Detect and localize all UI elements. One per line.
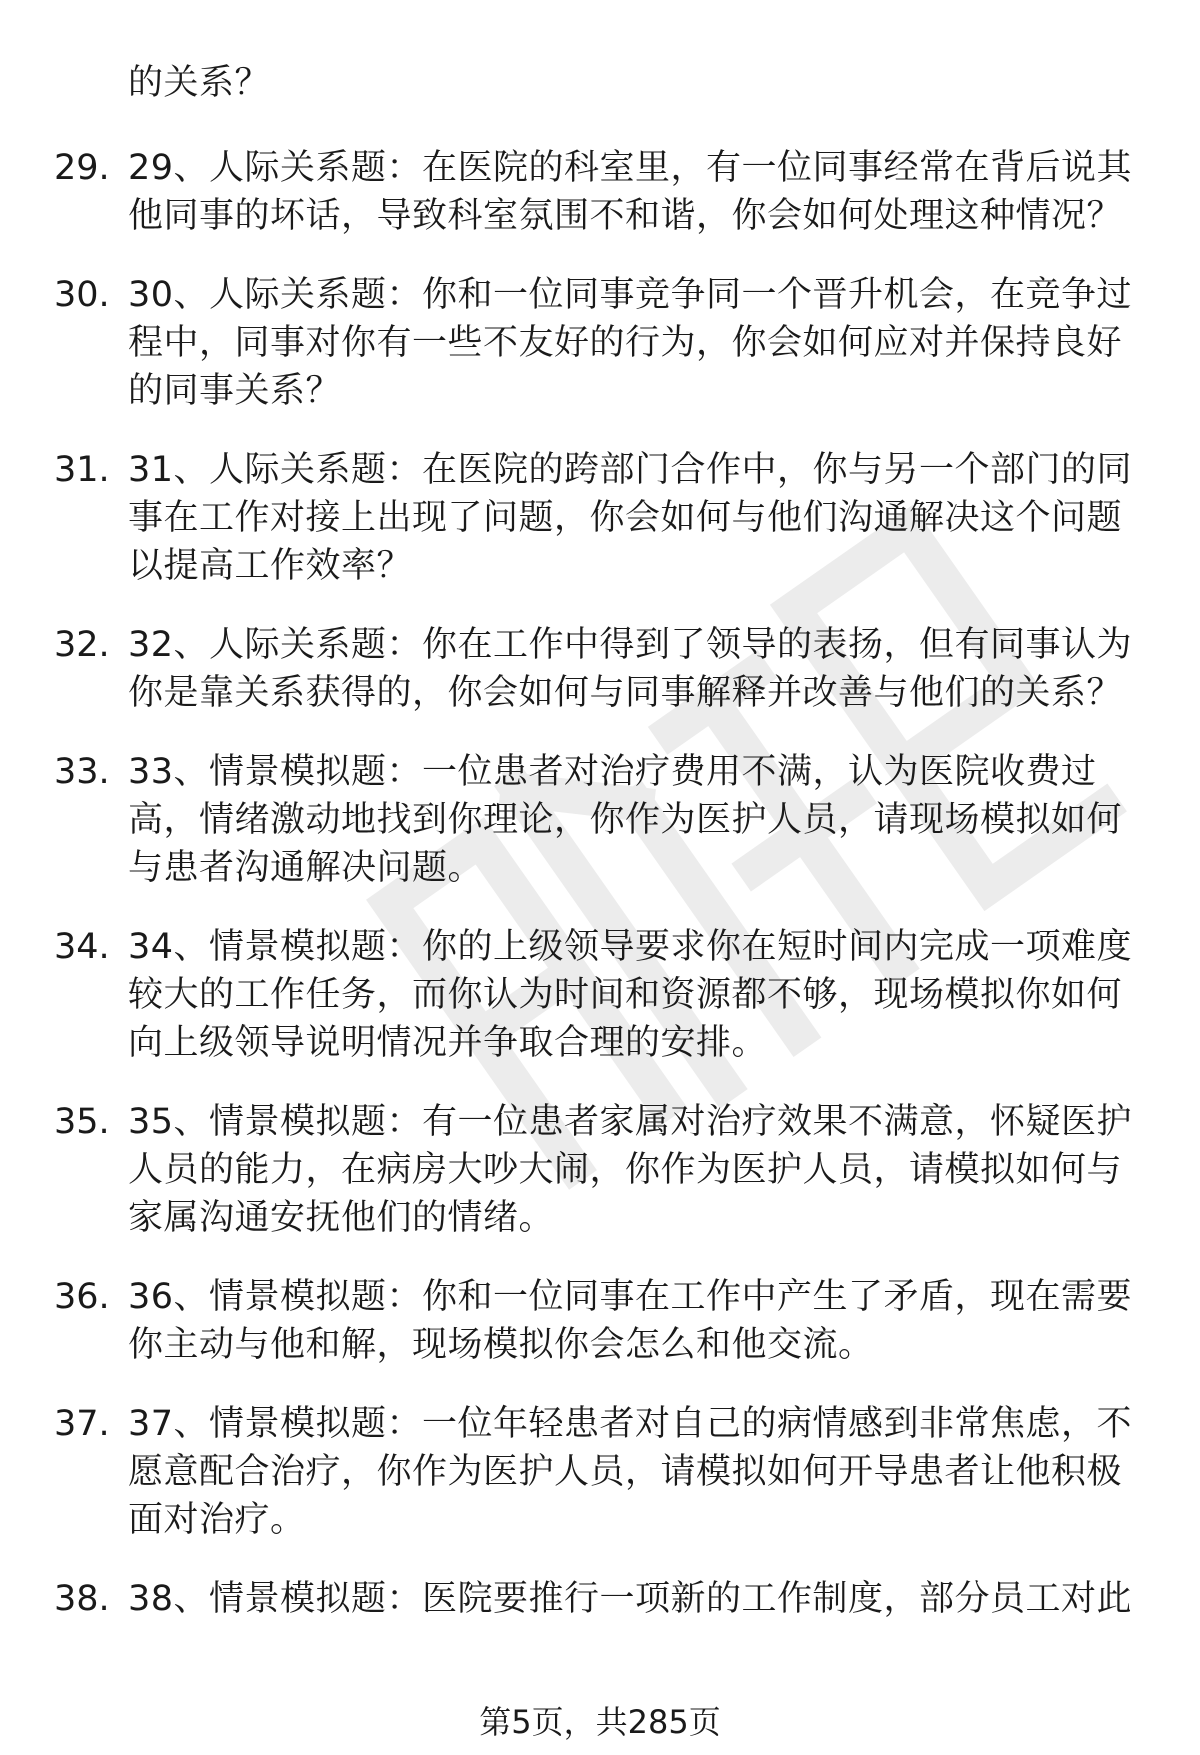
question-text: 37、情景模拟题：一位年轻患者对自己的病情感到非常焦虑，不愿意配合治疗，你作为医护人员，请模拟如何开导患者让他积极面对治疗。 bbox=[128, 1404, 1133, 1540]
question-number: 36. bbox=[54, 1277, 110, 1317]
question-number: 29. bbox=[54, 148, 110, 188]
question-number: 37. bbox=[54, 1404, 110, 1444]
question-text: 33、情景模拟题：一位患者对治疗费用不满，认为医院收费过高，情绪激动地找到你理论，你作为医护人员，请现场模拟如何与患者沟通解决问题。 bbox=[128, 752, 1123, 888]
question-number: 30. bbox=[54, 275, 110, 315]
question-number: 33. bbox=[54, 752, 110, 792]
question-number: 38. bbox=[54, 1579, 110, 1619]
question-number: 34. bbox=[54, 927, 110, 967]
question-text: 29、人际关系题：在医院的科室里，有一位同事经常在背后说其他同事的坏话，导致科室氛围不和谐，你会如何处理这种情况？ bbox=[128, 148, 1133, 236]
question-text: 38、情景模拟题：医院要推行一项新的工作制度，部分员工对此 bbox=[128, 1579, 1133, 1619]
question-text: 32、人际关系题：你在工作中得到了领导的表扬，但有同事认为你是靠关系获得的，你会如何与同事解释并改善与他们的关系？ bbox=[128, 625, 1133, 713]
question-text: 35、情景模拟题：有一位患者家属对治疗效果不满意，怀疑医护人员的能力，在病房大吵大闹，你作为医护人员，请模拟如何与家属沟通安抚他们的情绪。 bbox=[128, 1102, 1133, 1238]
question-number: 32. bbox=[54, 625, 110, 665]
list-item bbox=[0, 1400, 1200, 1544]
question-number: 31. bbox=[54, 450, 110, 490]
list-item bbox=[0, 271, 1200, 415]
continuation-text: 的关系？ bbox=[128, 63, 271, 103]
list-item bbox=[0, 1273, 1200, 1369]
question-text: 31、人际关系题：在医院的跨部门合作中，你与另一个部门的同事在工作对接上出现了问题，你会如何与他们沟通解决这个问题以提高工作效率？ bbox=[128, 450, 1133, 586]
question-text: 30、人际关系题：你和一位同事竞争同一个晋升机会，在竞争过程中，同事对你有一些不友好的行为，你会如何应对并保持良好的同事关系？ bbox=[128, 275, 1133, 411]
list-item bbox=[0, 1575, 1200, 1623]
question-number: 35. bbox=[54, 1102, 110, 1142]
list-item bbox=[0, 1098, 1200, 1242]
question-text: 36、情景模拟题：你和一位同事在工作中产生了矛盾，现在需要你主动与他和解，现场模拟你会怎么和他交流。 bbox=[128, 1277, 1133, 1365]
question-text: 34、情景模拟题：你的上级领导要求你在短时间内完成一项难度较大的工作任务，而你认为时间和资源都不够，现场模拟你如何向上级领导说明情况并争取合理的安排。 bbox=[128, 927, 1133, 1063]
list-item bbox=[0, 748, 1200, 892]
list-item bbox=[0, 446, 1200, 590]
page-footer: 第5页，共285页 bbox=[479, 1703, 721, 1741]
list-item bbox=[0, 144, 1200, 240]
list-item bbox=[0, 621, 1200, 717]
question-list bbox=[0, 144, 1200, 1654]
list-item bbox=[0, 923, 1200, 1067]
